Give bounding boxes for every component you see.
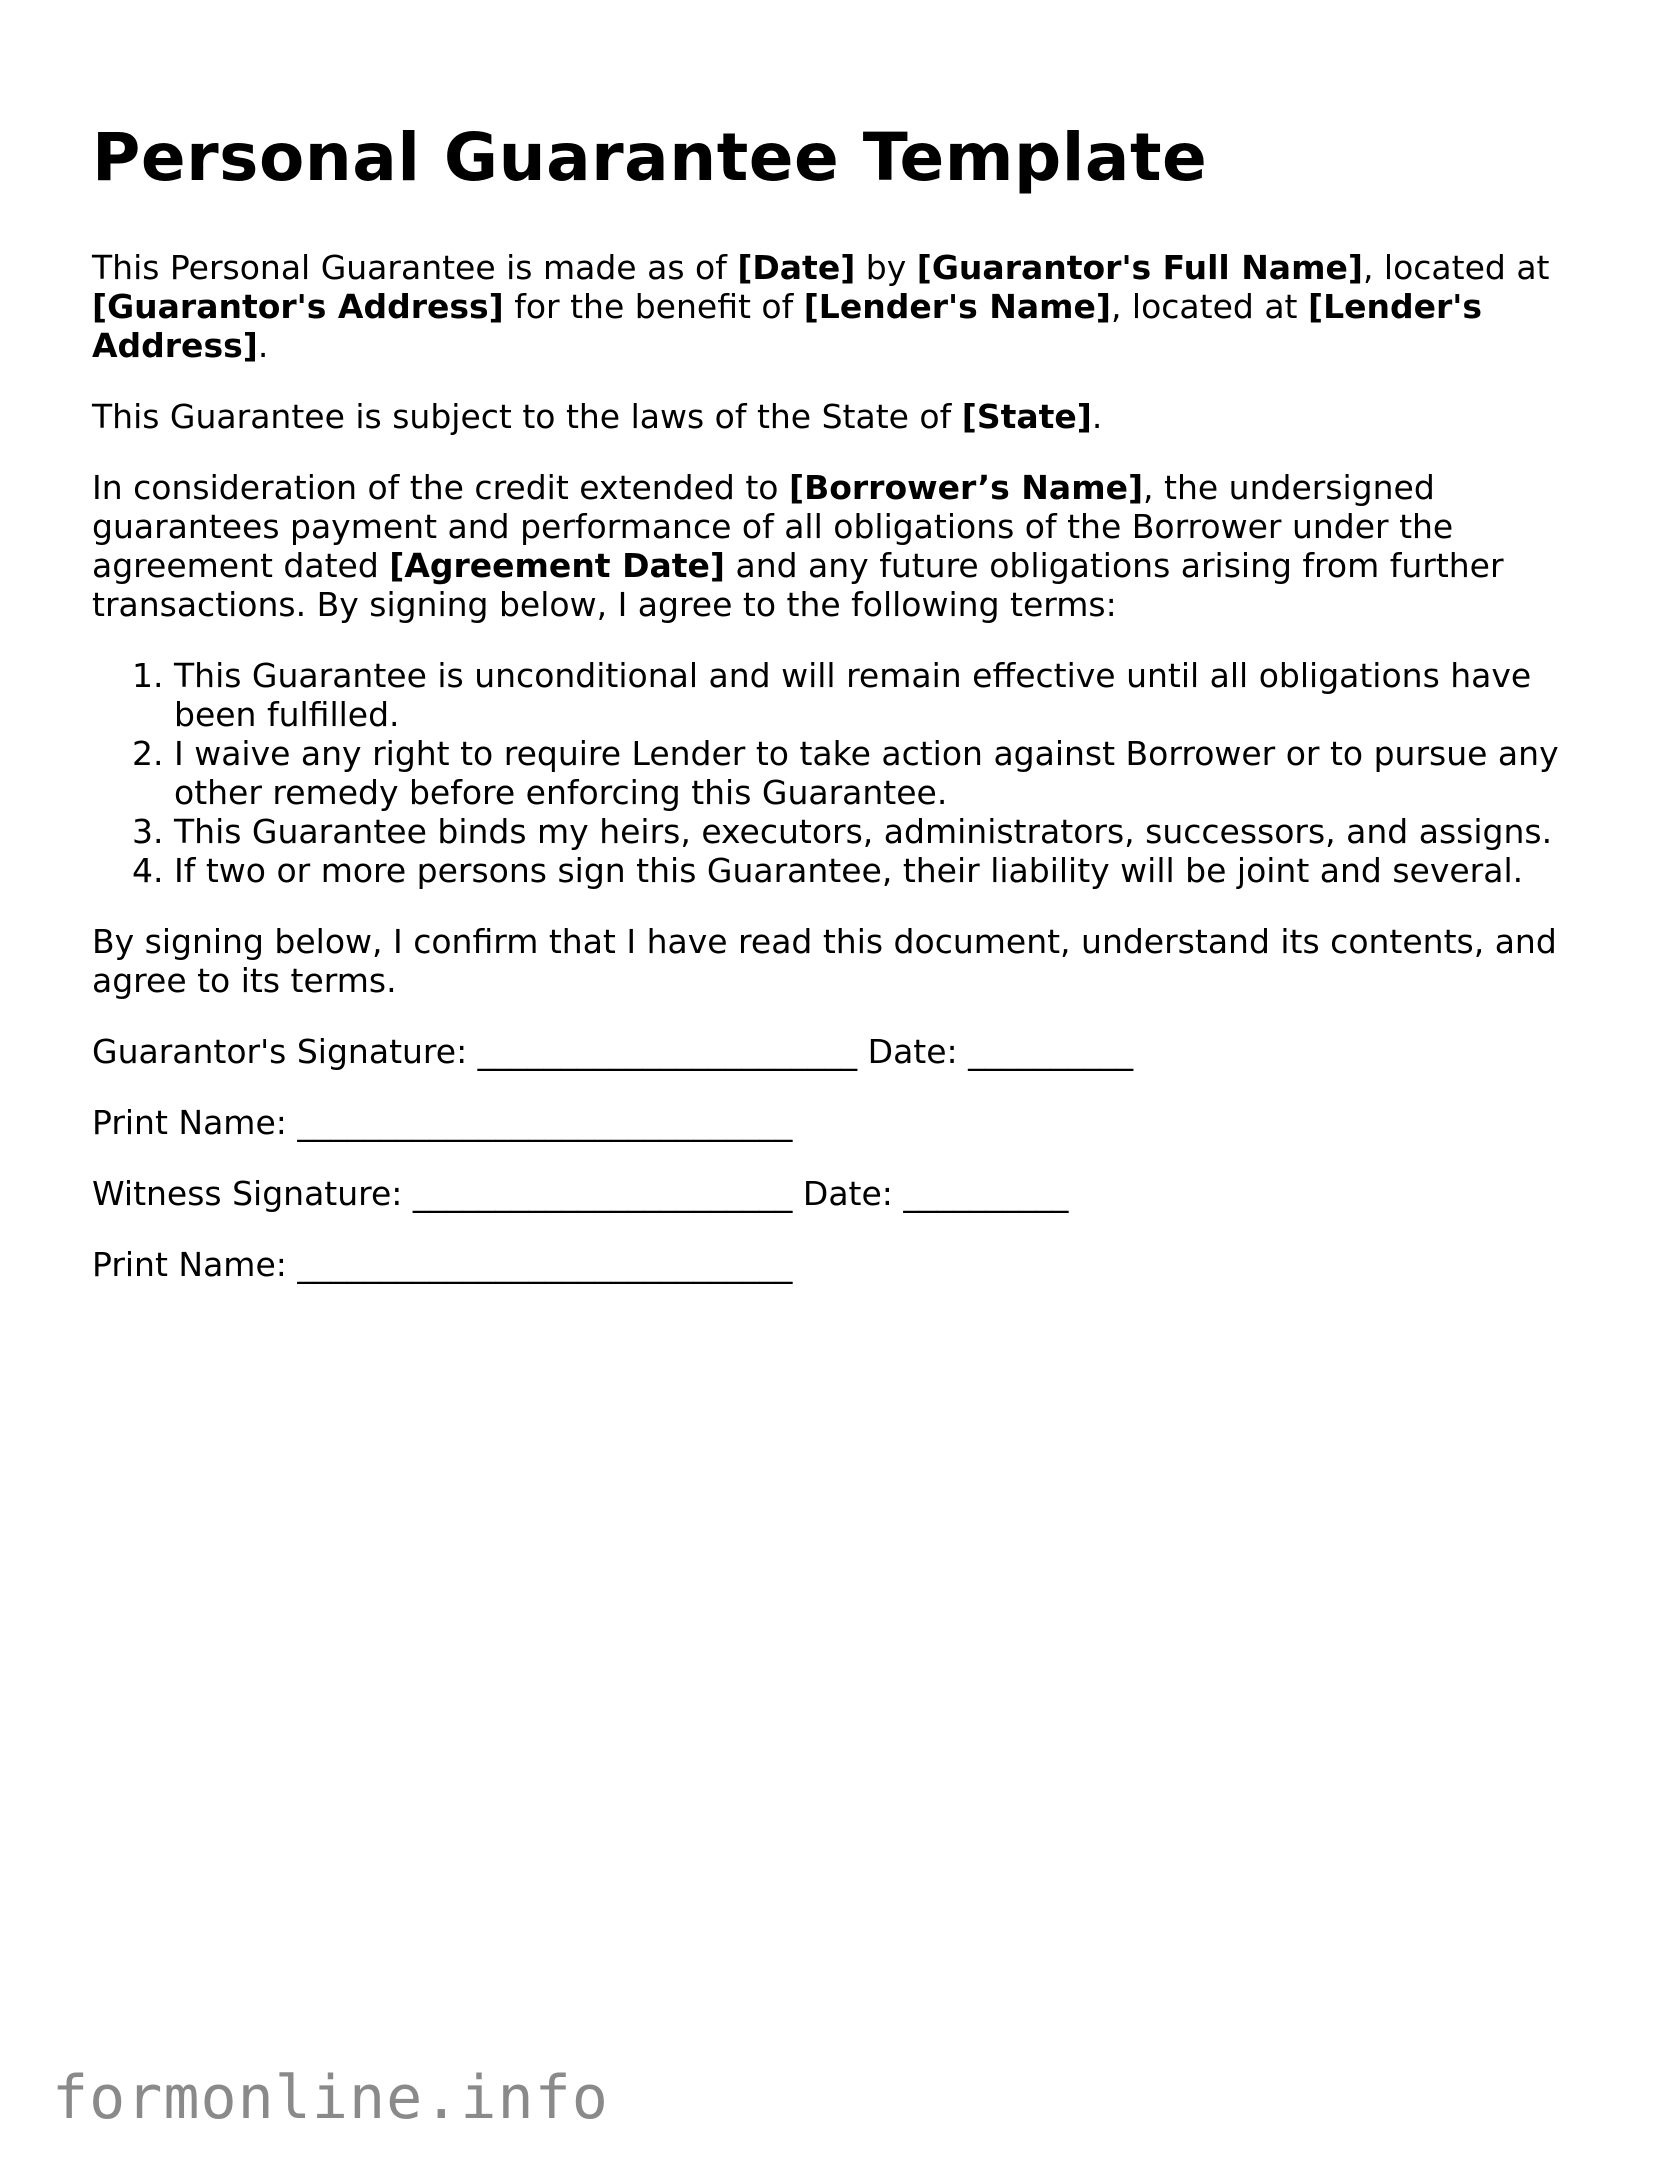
consideration-text: In consideration of the credit extended to bbox=[92, 468, 789, 507]
lender-address-placeholder: [Lender's Address] bbox=[92, 287, 1483, 365]
witness-print-name-line: Print Name: ______________________________ bbox=[92, 1245, 793, 1284]
terms-list bbox=[92, 656, 1592, 890]
term-item: 3. This Guarantee binds my heirs, executors, administrators, successors, and assigns. bbox=[174, 812, 1592, 851]
intro-text: by bbox=[855, 248, 917, 287]
guarantor-print-name-line: Print Name: ______________________________ bbox=[92, 1103, 793, 1142]
law-text: . bbox=[1091, 397, 1103, 436]
lender-name-placeholder: [Lender's Name] bbox=[803, 287, 1111, 326]
guarantor-address-placeholder: [Guarantor's Address] bbox=[92, 287, 504, 326]
law-text: This Guarantee is subject to the laws of the State of bbox=[92, 397, 962, 436]
guarantor-name-placeholder: [Guarantor's Full Name] bbox=[916, 248, 1363, 287]
intro-text: . bbox=[257, 326, 269, 365]
term-item: 2. I waive any right to require Lender to take action against Borrower or to pursue any other remedy before enforcing this Guarantee. bbox=[174, 734, 1592, 812]
document-title: Personal Guarantee Template bbox=[92, 119, 1208, 196]
borrower-name-placeholder: [Borrower’s Name] bbox=[788, 468, 1144, 507]
intro-text: , located at bbox=[1362, 248, 1550, 287]
confirmation-paragraph: By signing below, I confirm that I have read this document, understand its contents, and agree to its terms. bbox=[92, 922, 1557, 1000]
term-item: 4. If two or more persons sign this Guarantee, their liability will be joint and several. bbox=[174, 851, 1592, 890]
intro-text: This Personal Guarantee is made as of bbox=[92, 248, 738, 287]
consideration-paragraph bbox=[92, 468, 1592, 624]
intro-paragraph bbox=[92, 248, 1592, 365]
consideration-text: , the undersigned guarantees payment and performance of all obligations of the Borrower under the agreement dated bbox=[92, 468, 1454, 585]
guarantor-signature-line: Guarantor's Signature: _______________________ Date: __________ bbox=[92, 1032, 1134, 1071]
watermark: formonline.info bbox=[52, 2063, 609, 2133]
document-page bbox=[92, 118, 1592, 1316]
state-placeholder: [State] bbox=[961, 397, 1092, 436]
governing-law-paragraph bbox=[92, 397, 1592, 436]
consideration-text: and any future obligations arising from further transactions. By signing below, I agree to the following terms: bbox=[92, 546, 1504, 624]
intro-text: for the benefit of bbox=[503, 287, 804, 326]
witness-signature-line: Witness Signature: _______________________ Date: __________ bbox=[92, 1174, 1069, 1213]
intro-text: , located at bbox=[1110, 287, 1308, 326]
agreement-date-placeholder: [Agreement Date] bbox=[389, 546, 725, 585]
term-item: 1. This Guarantee is unconditional and will remain effective until all obligations have been fulfilled. bbox=[174, 656, 1592, 734]
date-placeholder: [Date] bbox=[737, 248, 856, 287]
